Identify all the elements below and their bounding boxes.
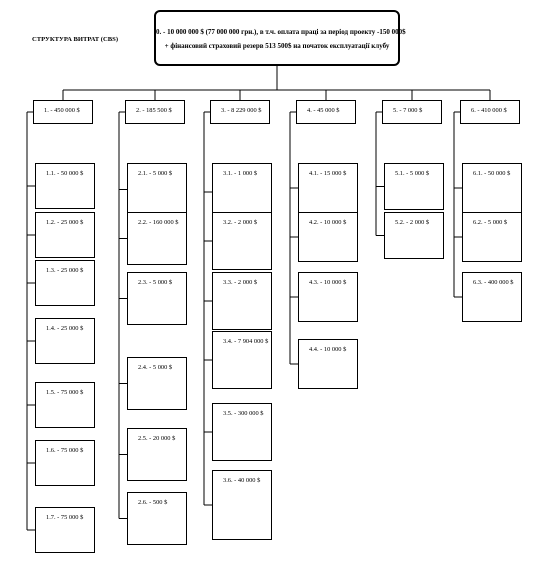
cost-node-4-3-label: 4.3. - 10 000 $	[309, 279, 347, 286]
cost-node-2-3	[127, 272, 187, 325]
cost-node-3-1-label: 3.1. - 1 000 $	[223, 170, 258, 177]
cost-node-2-2-label: 2.2. - 160 000 $	[138, 219, 179, 226]
cost-node-1-7	[35, 507, 95, 553]
cost-node-1-6-label: 1.6. - 75 000 $	[46, 447, 84, 454]
cost-node-4	[296, 100, 356, 124]
cost-node-3-5	[212, 403, 272, 461]
cost-node-3-3-label: 3.3. - 2 000 $	[223, 279, 258, 286]
cost-node-2-3-label: 2.3. - 5 000 $	[138, 279, 173, 286]
cost-node-3-label: 3. - 8 229 000 $	[221, 107, 262, 114]
cost-node-2-2	[127, 212, 187, 265]
cost-node-6-3-label: 6.3. - 400 000 $	[473, 279, 514, 286]
cost-node-1-4	[35, 318, 95, 364]
cost-node-6-1	[462, 163, 522, 213]
cost-node-5-label: 5. - 7 000 $	[393, 107, 423, 114]
cost-node-3-6	[212, 470, 272, 540]
cost-node-1-2	[35, 212, 95, 258]
cost-node-1-1	[35, 163, 95, 209]
cost-node-5-1-label: 5.1. - 5 000 $	[395, 170, 430, 177]
cost-node-3-4	[212, 331, 272, 389]
cost-node-1-4-label: 1.4. - 25 000 $	[46, 325, 84, 332]
cost-node-4-1-label: 4.1. - 15 000 $	[309, 170, 347, 177]
cost-node-2-6	[127, 492, 187, 545]
cost-node-4-4	[298, 339, 358, 389]
cost-node-5	[382, 100, 442, 124]
cost-node-4-2	[298, 212, 358, 262]
cost-node-2-5	[127, 428, 187, 481]
cost-node-4-2-label: 4.2. - 10 000 $	[309, 219, 347, 226]
cost-node-3-4-label: 3.4. - 7 904 000 $	[223, 338, 269, 345]
cost-node-5-2	[384, 212, 444, 259]
cost-node-6-2	[462, 212, 522, 262]
cost-node-5-1	[384, 163, 444, 210]
diagram-title: СТРУКТУРА ВИТРАТ (CBS)	[32, 36, 119, 43]
cost-node-1	[33, 100, 93, 124]
cost-node-1-5	[35, 382, 95, 428]
cost-node-3-5-label: 3.5. - 300 000 $	[223, 410, 264, 417]
cost-node-5-2-label: 5.2. - 2 000 $	[395, 219, 430, 226]
cost-node-4-1	[298, 163, 358, 213]
cost-node-4-4-label: 4.4. - 10 000 $	[309, 346, 347, 353]
cost-node-2-1-label: 2.1. - 5 000 $	[138, 170, 173, 177]
cost-node-1-2-label: 1.2. - 25 000 $	[46, 219, 84, 226]
cost-node-1-label: 1. - 450 000 $	[44, 107, 80, 114]
cost-node-4-3	[298, 272, 358, 322]
cost-node-6-2-label: 6.2. - 5 000 $	[473, 219, 508, 226]
cost-node-6	[460, 100, 520, 124]
cost-node-3-2	[212, 212, 272, 270]
cost-node-3	[210, 100, 270, 124]
cost-node-2-4-label: 2.4. - 5 000 $	[138, 364, 173, 371]
cost-node-6-1-label: 6.1. - 50 000 $	[473, 170, 511, 177]
cost-node-4-label: 4. - 45 000 $	[307, 107, 340, 114]
cost-node-1-6	[35, 440, 95, 486]
cost-node-2-label: 2. - 185 500 $	[136, 107, 172, 114]
cost-node-3-6-label: 3.6. - 40 000 $	[223, 477, 261, 484]
cost-node-2-6-label: 2.6. - 500 $	[138, 499, 168, 506]
cost-node-2-4	[127, 357, 187, 410]
cost-node-1-3	[35, 260, 95, 306]
cost-node-2-1	[127, 163, 187, 216]
cost-node-1-5-label: 1.5. - 75 000 $	[46, 389, 84, 396]
cost-node-1-1-label: 1.1. - 50 000 $	[46, 170, 84, 177]
root-node-line-1: 0. - 10 000 000 $ (77 000 000 грн.), в т.ч. оплата праці за період проекту -150 000$	[156, 28, 406, 36]
cost-node-3-3	[212, 272, 272, 330]
cost-node-3-2-label: 3.2. - 2 000 $	[223, 219, 258, 226]
cost-node-2-5-label: 2.5. - 20 000 $	[138, 435, 176, 442]
root-node-line-2: + фінансовий страховий резерв 513 500$ на початок експлуатації клубу	[164, 42, 390, 50]
cost-node-6-3	[462, 272, 522, 322]
cost-node-1-7-label: 1.7. - 75 000 $	[46, 514, 84, 521]
cost-node-2	[125, 100, 185, 124]
cost-node-6-label: 6. - 410 000 $	[471, 107, 507, 114]
cost-node-1-3-label: 1.3. - 25 000 $	[46, 267, 84, 274]
